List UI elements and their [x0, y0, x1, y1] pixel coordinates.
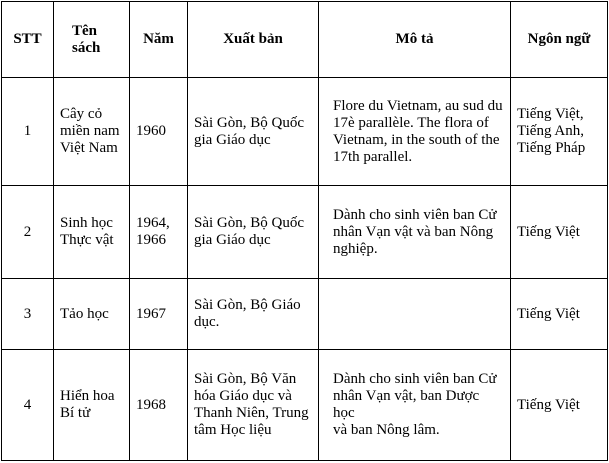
cell-ten-sach: Hiển hoa Bí tử — [54, 350, 130, 461]
header-mo-ta: Mô tả — [319, 2, 511, 78]
cell-nam: 1964, 1966 — [130, 186, 188, 279]
header-ngon-ngu: Ngôn ngữ — [511, 2, 608, 78]
table-row — [2, 350, 608, 461]
cell-ngon-ngu: Tiếng Việt — [511, 186, 608, 279]
cell-stt: 1 — [2, 78, 54, 186]
table-row — [2, 279, 608, 350]
cell-ten-sach: Cây cỏ miền nam Việt Nam — [54, 78, 130, 186]
cell-ngon-ngu: Tiếng Việt — [511, 279, 608, 350]
book-table — [1, 1, 608, 461]
cell-ngon-ngu: Tiếng Việt, Tiếng Anh, Tiếng Pháp — [511, 78, 608, 186]
header-row — [2, 2, 608, 78]
cell-stt: 2 — [2, 186, 54, 279]
cell-xuat-ban: Sài Gòn, Bộ Quốc gia Giáo dục — [188, 78, 319, 186]
header-stt: STT — [2, 2, 54, 78]
cell-ten-sach: Tảo học — [54, 279, 130, 350]
cell-stt: 4 — [2, 350, 54, 461]
cell-mo-ta: Dành cho sinh viên ban Cử nhân Vạn vật và ban Nông nghiệp. — [319, 186, 511, 279]
cell-stt: 3 — [2, 279, 54, 350]
cell-nam: 1968 — [130, 350, 188, 461]
header-xuat-ban: Xuất bản — [188, 2, 319, 78]
cell-xuat-ban: Sài Gòn, Bộ Văn hóa Giáo dục và Thanh Niên, Trung tâm Học liệu — [188, 350, 319, 461]
cell-ten-sach: Sinh học Thực vật — [54, 186, 130, 279]
table-row — [2, 186, 608, 279]
cell-mo-ta: Flore du Vietnam, au sud du 17è parallèle. The flora of Vietnam, in the south of the 17th parallel. — [319, 78, 511, 186]
cell-nam: 1960 — [130, 78, 188, 186]
table-row — [2, 78, 608, 186]
cell-mo-ta — [319, 279, 511, 350]
cell-mo-ta: Dành cho sinh viên ban Cử nhân Vạn vật, ban Dược học và ban Nông lâm. — [319, 350, 511, 461]
cell-ngon-ngu: Tiếng Việt — [511, 350, 608, 461]
cell-xuat-ban: Sài Gòn, Bộ Giáo dục. — [188, 279, 319, 350]
cell-nam: 1967 — [130, 279, 188, 350]
header-ten-sach: Tên sách — [54, 2, 130, 78]
cell-xuat-ban: Sài Gòn, Bộ Quốc gia Giáo dục — [188, 186, 319, 279]
header-nam: Năm — [130, 2, 188, 78]
